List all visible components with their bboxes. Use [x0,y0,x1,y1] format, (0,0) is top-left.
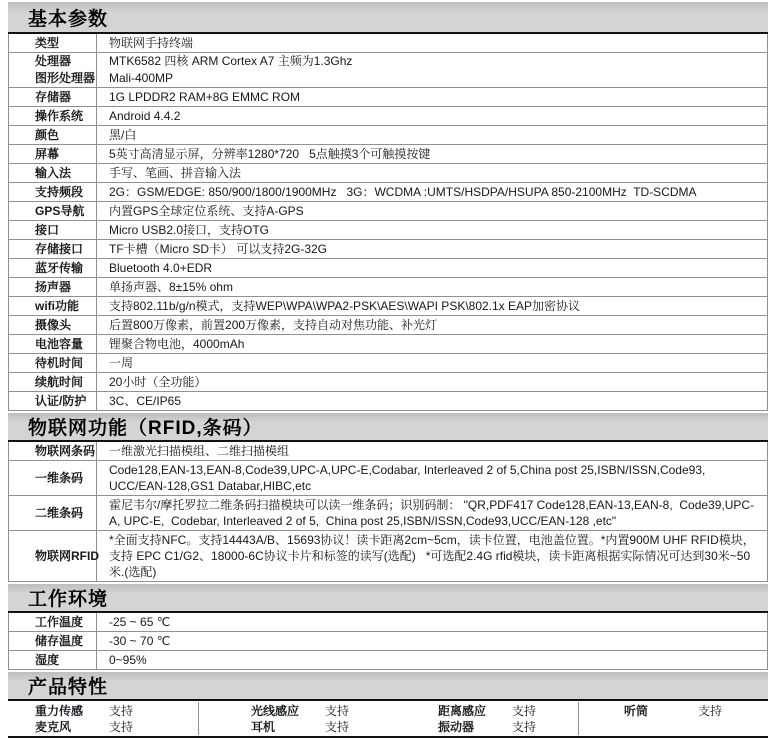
spec-value: Code128,EAN-13,EAN-8,Code39,UPC-A,UPC-E,Codabar, Interleaved 2 of 5,China post 25,ISBN/ISSN,Code93, UCC/EAN-128,GS1 Databar,HIBC,etc [109,463,709,493]
spec-value: 0~95% [109,653,147,667]
spec-row [9,240,767,259]
spec-label-cell [9,373,97,391]
spec-row [9,373,767,392]
spec-value: 后置800万像素，前置200万像素，支持自动对焦功能、补光灯 [109,318,438,332]
spec-label-cell [9,145,97,163]
spec-label-cell [9,442,97,460]
spec-row [9,183,767,202]
spec-row [9,531,767,582]
feature-column [578,702,768,735]
spec-label: 图形处理器 [35,71,96,85]
spec-row [9,278,767,297]
feature-column [388,702,578,735]
spec-value-cell [97,335,767,353]
spec-row [9,145,767,164]
spec-label: 一维条码 [35,470,84,485]
spec-value: 支持802.11b/g/n模式，支持WEP\WPA\WPA2-PSK\AES\WAPI PSK\802.1x EAP加密协议 [109,299,581,313]
spec-label: 续航时间 [35,374,84,389]
spec-label-cell [9,531,97,581]
spec-label: 湿度 [35,652,60,667]
spec-label-cell [9,183,97,201]
spec-label-cell [9,126,97,144]
spec-row [9,202,767,221]
section-header [8,2,768,34]
spec-value: 手写、笔画、拼音输入法 [109,166,242,180]
spec-value: 2G：GSM/EDGE: 850/900/1800/1900MHz 3G：WCDMA :UMTS/HSDPA/HSUPA 850-2100MHz TD-SCDMA [109,185,697,199]
feature-value: 支持 [698,704,723,718]
spec-label: 物联网RFID [35,548,99,563]
feature-label: 麦克风 [35,720,72,734]
section-header [8,584,768,613]
spec-label: 操作系统 [35,108,84,123]
spec-value-cell [97,316,767,334]
spec-row [9,88,767,107]
spec-value-cell [97,34,767,52]
spec-label-cell [9,316,97,334]
spec-label: 扬声器 [35,279,72,294]
spec-row [9,164,767,183]
spec-row [9,496,767,531]
spec-table [8,34,768,411]
spec-label-cell [9,392,97,410]
spec-value: Micro USB2.0接口，支持OTG [109,223,270,237]
spec-label-cell [9,297,97,315]
spec-value-cell [97,278,767,296]
spec-value: 单扬声器、8±15% ohm [109,280,233,294]
spec-value-cell [97,183,767,201]
spec-value-cell [97,202,767,220]
spec-label: 接口 [35,222,60,237]
spec-label-cell [9,278,97,296]
spec-value-cell [97,632,767,650]
spec-value-cell [97,613,767,631]
spec-row [9,392,767,411]
spec-value-cell [97,145,767,163]
spec-label: 颜色 [35,127,60,142]
spec-label-cell [9,107,97,125]
spec-label-cell [9,221,97,239]
spec-row [9,613,767,632]
spec-label-cell [9,164,97,182]
spec-label: GPS导航 [35,203,85,218]
spec-row [9,442,767,461]
spec-value-cell [97,259,767,277]
feature-value: 支持 [512,704,537,718]
spec-value: 一周 [109,356,134,370]
spec-value: Android 4.4.2 [109,109,181,123]
spec-label: 工作温度 [35,614,84,629]
spec-row [9,651,767,670]
spec-value: 3C、CE/IP65 [109,394,182,408]
spec-value: 黑/白 [109,128,137,142]
spec-value-cell [97,496,767,530]
spec-value-cell [97,164,767,182]
spec-label: 输入法 [35,165,72,180]
section-title: 基本参数 [28,8,109,30]
spec-value-cell [97,373,767,391]
spec-table [8,613,768,670]
feature-label: 光线感应 [251,704,300,718]
spec-row [9,632,767,651]
spec-label: 电池容量 [35,336,84,351]
feature-item [438,703,578,719]
spec-label-cell [9,53,97,87]
spec-value-cell [97,88,767,106]
spec-label-cell [9,202,97,220]
spec-value-cell [97,126,767,144]
spec-value: Mali-400MP [109,71,174,85]
spec-value-cell [97,53,767,87]
spec-row [9,461,767,496]
spec-value-cell [97,531,767,581]
feature-label: 距离感应 [438,704,487,718]
spec-label-cell [9,354,97,372]
spec-label-cell [9,240,97,258]
section-title: 产品特性 [28,677,109,698]
feature-label: 耳机 [251,720,276,734]
spec-value: *全面支持NFC。支持14443A/B、15693协议！读卡距离2cm~5cm，读卡位置，电池盖位置。*内置900M UHF RFID模块，支持 EPC C1/G2、18000-6C协议卡片和标签的读写(选配) *可选配2.4G rfid模块，读卡距离根据实际情况可达到30米~50米.(选配) [109,533,755,579]
spec-value: 5英寸高清显示屏，分辨率1280*720 5点触摸3个可触摸按键 [109,147,431,161]
section-header [8,413,768,442]
spec-value: Bluetooth 4.0+EDR [109,261,213,275]
feature-label: 重力传感 [35,704,84,718]
feature-item [251,719,388,735]
spec-label-cell [9,613,97,631]
spec-value-cell [97,221,767,239]
spec-value-cell [97,107,767,125]
feature-value: 支持 [512,720,537,734]
feature-value: 支持 [325,720,350,734]
spec-label: 处理器 [35,54,72,68]
spec-value-cell [97,651,767,669]
spec-row [9,259,767,278]
feature-column [198,702,388,735]
sections-root [8,2,768,738]
feature-value: 支持 [109,704,134,718]
feature-value: 支持 [109,720,134,734]
spec-label: 待机时间 [35,355,84,370]
spec-label-cell [9,632,97,650]
feature-label: 听筒 [624,704,649,718]
spec-label-cell [9,461,97,495]
spec-value: 一维激光扫描模组、二维扫描模组 [109,444,290,458]
feature-value: 支持 [325,704,350,718]
spec-label-cell [9,651,97,669]
feature-column [8,702,198,735]
spec-label: wifi功能 [35,298,79,313]
section-title: 工作环境 [28,589,109,610]
section-header [8,672,768,701]
spec-label: 屏幕 [35,146,60,161]
spec-label: 支持频段 [35,184,84,199]
spec-label-cell [9,88,97,106]
spec-value: 锂聚合物电池，4000mAh [109,337,245,351]
spec-label: 物联网条码 [35,443,96,458]
spec-value-cell [97,442,767,460]
spec-value: -30 ~ 70 ℃ [109,634,171,648]
spec-label: 蓝牙传输 [35,260,84,275]
spec-value-cell [97,392,767,410]
spec-row [9,316,767,335]
spec-row [9,335,767,354]
spec-value: 1G LPDDR2 RAM+8G EMMC ROM [109,90,301,104]
spec-label-cell [9,335,97,353]
spec-value: -25 ~ 65 ℃ [109,615,171,629]
feature-item [438,719,578,735]
spec-row [9,354,767,373]
spec-label-cell [9,496,97,530]
section-title: 物联网功能（RFID,条码） [28,418,263,439]
spec-row [9,297,767,316]
feature-item [35,719,198,735]
spec-value-cell [97,240,767,258]
spec-label: 储存温度 [35,633,84,648]
spec-label: 二维条码 [35,505,84,520]
spec-label-cell [9,259,97,277]
spec-value: 霍尼韦尔/摩托罗拉二维条码扫描模块可以读一维条码；识别码制： "QR,PDF417 Code128,EAN-13,EAN-8, Code39,UPC-A, UPC-E, Codebar, Interleaved 2 of 5, China post 25,ISBN/ISSN,Code93,UCC/EAN-128 ,etc" [109,498,755,528]
feature-label: 振动器 [438,720,475,734]
spec-row [9,34,767,53]
spec-label: 类型 [35,35,60,50]
spec-row [9,221,767,240]
spec-value: 物联网手持终端 [109,36,194,50]
spec-label: 认证/防护 [35,393,87,408]
spec-label: 存储接口 [35,241,84,256]
spec-value-cell [97,297,767,315]
spec-row [9,126,767,145]
spec-row [9,107,767,126]
spec-label: 摄像头 [35,317,72,332]
spec-value: 20小时（全功能） [109,375,207,389]
spec-label-cell [9,34,97,52]
spec-value-cell [97,354,767,372]
spec-value: TF卡槽（Micro SD卡） 可以支持2G-32G [109,242,328,256]
features-grid [8,701,768,738]
feature-item [35,703,198,719]
spec-label: 存储器 [35,89,72,104]
spec-table [8,442,768,582]
feature-item [251,703,388,719]
spec-value-cell [97,461,767,495]
feature-item [624,703,768,719]
spec-row [9,53,767,88]
spec-value: 内置GPS全球定位系统、支持A-GPS [109,204,304,218]
spec-value: MTK6582 四核 ARM Cortex A7 主频为1.3Ghz [109,54,353,68]
